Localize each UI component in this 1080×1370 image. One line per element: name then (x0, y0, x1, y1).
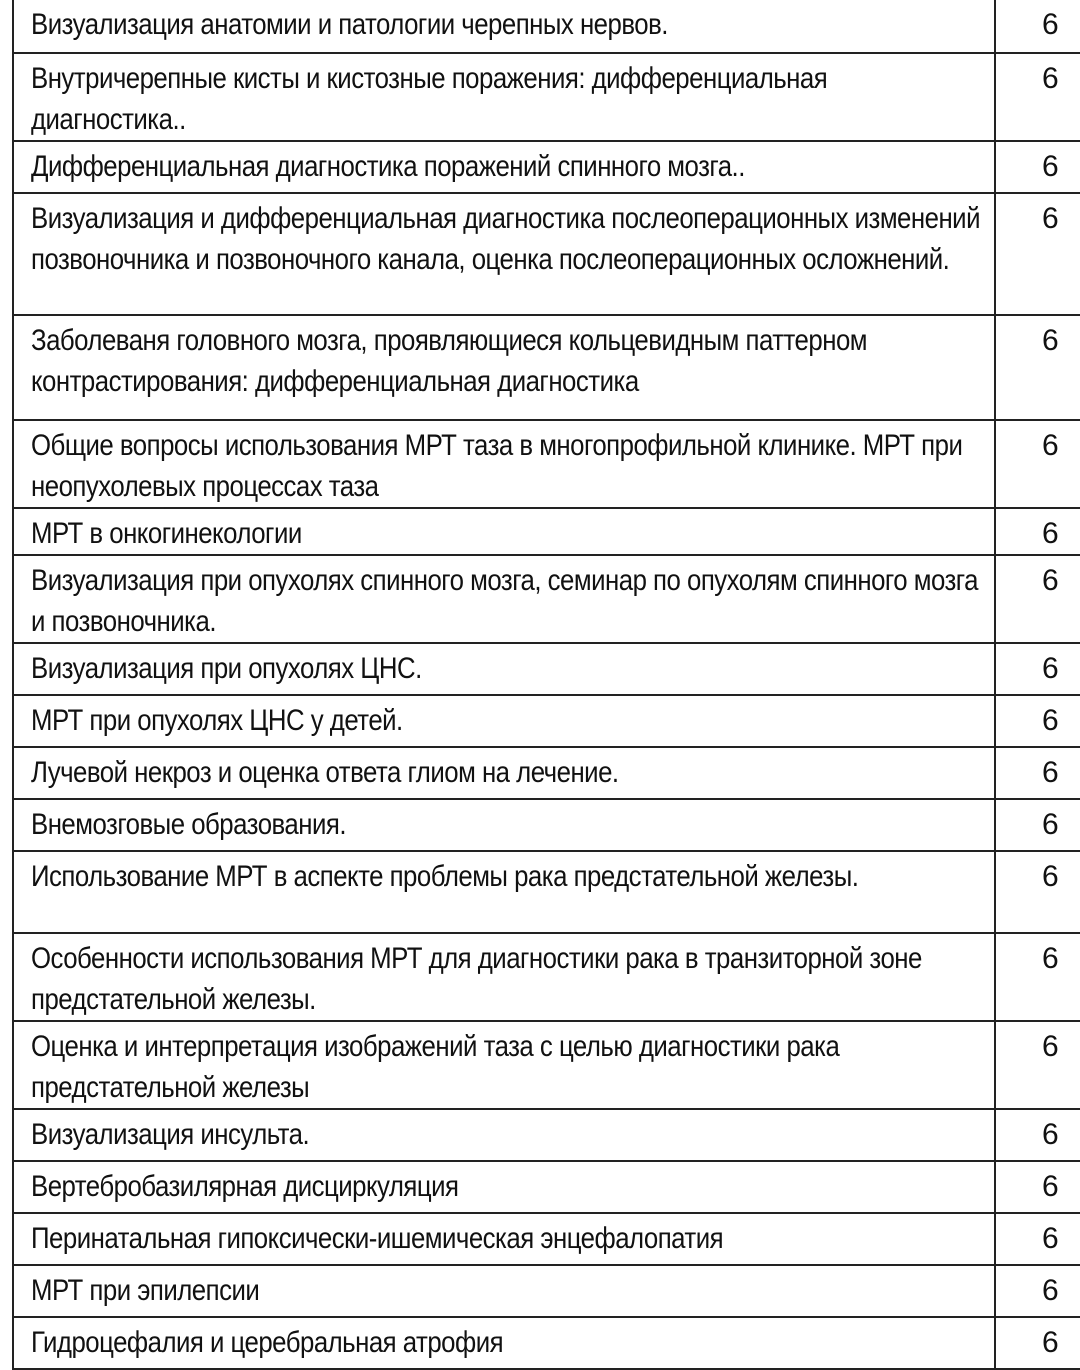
hours-cell: 6 (995, 747, 1080, 799)
table-row (13, 1161, 1080, 1213)
hours-cell: 6 (995, 1109, 1080, 1161)
hours-cell: 6 (995, 555, 1080, 643)
hours-cell: 6 (995, 1161, 1080, 1213)
topic-cell: Перинатальная гипоксически-ишемическая энцефалопатия (13, 1213, 995, 1265)
table-row (13, 851, 1080, 933)
hours-cell: 6 (995, 799, 1080, 851)
topic-cell: Визуализация инсульта. (13, 1109, 995, 1161)
table-row (13, 1213, 1080, 1265)
hours-cell: 6 (995, 1213, 1080, 1265)
course-topics-table (12, 0, 1080, 1370)
table-row (13, 695, 1080, 747)
hours-cell: 6 (995, 141, 1080, 193)
topic-cell: МРТ при эпилепсии (13, 1265, 995, 1317)
topic-cell: Лучевой некроз и оценка ответа глиом на лечение. (13, 747, 995, 799)
topic-cell: Общие вопросы использования МРТ таза в многопрофильной клинике. МРТ при неопухолевых процессах таза (13, 420, 995, 508)
topic-cell: Особенности использования МРТ для диагностики рака в транзиторной зоне предстательной железы. (13, 933, 995, 1021)
topic-cell: Визуализация и дифференциальная диагностика послеоперационных изменений позвоночника и позвоночного канала, оценка послеоперационных осложнений. (13, 193, 995, 315)
table-row (13, 0, 1080, 53)
hours-cell: 6 (995, 695, 1080, 747)
topic-cell: МРТ при опухолях ЦНС у детей. (13, 695, 995, 747)
table-row (13, 141, 1080, 193)
topic-cell: Дифференциальная диагностика поражений спинного мозга.. (13, 141, 995, 193)
hours-cell: 6 (995, 933, 1080, 1021)
topic-cell: Гидроцефалия и церебральная атрофия (13, 1317, 995, 1369)
table-row (13, 1265, 1080, 1317)
hours-cell: 6 (995, 643, 1080, 695)
table-row (13, 747, 1080, 799)
topic-cell: Использование МРТ в аспекте проблемы рака предстательной железы. (13, 851, 995, 933)
topic-cell: Внемозговые образования. (13, 799, 995, 851)
table-row (13, 1109, 1080, 1161)
topic-cell: Вертебробазилярная дисциркуляция (13, 1161, 995, 1213)
hours-cell: 6 (995, 0, 1080, 53)
hours-cell: 6 (995, 315, 1080, 420)
topic-cell: МРТ в онкогинекологии (13, 508, 995, 555)
table-row (13, 315, 1080, 420)
table-row (13, 193, 1080, 315)
hours-cell: 6 (995, 53, 1080, 141)
topic-cell: Визуализация анатомии и патологии черепных нервов. (13, 0, 995, 53)
table-row (13, 1021, 1080, 1109)
hours-cell: 6 (995, 1265, 1080, 1317)
hours-cell: 6 (995, 851, 1080, 933)
hours-cell: 6 (995, 193, 1080, 315)
topic-cell: Заболеваня головного мозга, проявляющиеся кольцевидным паттерном контрастирования: дифференциальная диагностика (13, 315, 995, 420)
table-row (13, 933, 1080, 1021)
table-body (13, 0, 1080, 1369)
topic-cell: Визуализация при опухолях спинного мозга, семинар по опухолям спинного мозга и позвоночника. (13, 555, 995, 643)
table-row (13, 799, 1080, 851)
table-row (13, 53, 1080, 141)
table-row (13, 643, 1080, 695)
hours-cell: 6 (995, 1021, 1080, 1109)
hours-cell: 6 (995, 420, 1080, 508)
table-row (13, 508, 1080, 555)
table-row (13, 555, 1080, 643)
table-row (13, 1317, 1080, 1369)
table-row (13, 420, 1080, 508)
hours-cell: 6 (995, 1317, 1080, 1369)
topic-cell: Оценка и интерпретация изображений таза с целью диагностики рака предстательной железы (13, 1021, 995, 1109)
hours-cell: 6 (995, 508, 1080, 555)
topic-cell: Внутричерепные кисты и кистозные поражения: дифференциальная диагностика.. (13, 53, 995, 141)
topic-cell: Визуализация при опухолях ЦНС. (13, 643, 995, 695)
